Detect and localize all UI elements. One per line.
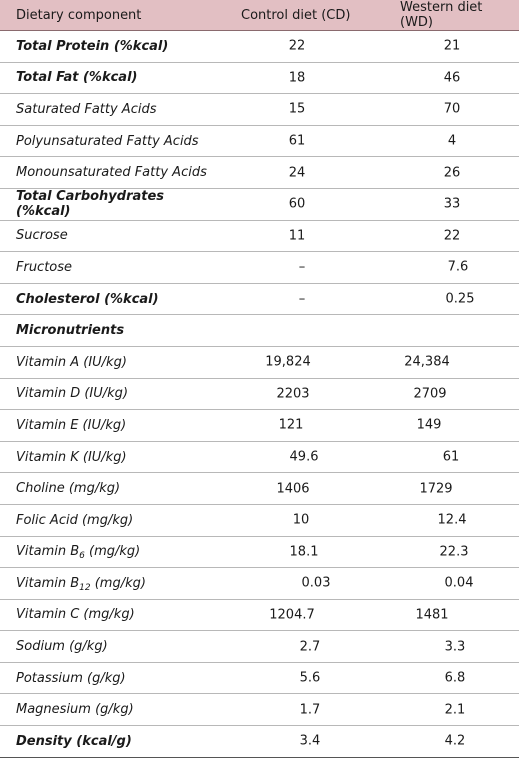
control-value-cell — [220, 346, 380, 378]
row-label-prefix: Vitamin B — [16, 575, 80, 591]
table-row — [0, 252, 519, 284]
row-label: Folic Acid (mg/kg) — [0, 504, 220, 536]
western-value: 70 — [443, 101, 461, 117]
western-value: 61 — [442, 449, 460, 465]
row-label-subscript: 12 — [79, 582, 91, 593]
row-label: Saturated Fatty Acids — [0, 94, 220, 126]
western-value-cell — [380, 599, 519, 631]
western-value-cell — [380, 94, 519, 126]
control-value: 11 — [288, 228, 306, 244]
control-value: 19,824 — [265, 354, 311, 370]
western-value-cell — [380, 315, 519, 347]
western-value-cell — [380, 378, 519, 410]
control-value-cell — [220, 188, 380, 220]
control-value-cell — [220, 125, 380, 157]
control-value-cell — [220, 252, 380, 284]
western-value-cell — [380, 504, 519, 536]
western-value-cell — [380, 62, 519, 94]
western-value-cell — [380, 694, 519, 726]
section-label-micronutrients: Micronutrients — [0, 315, 220, 347]
row-label: Vitamin C (mg/kg) — [0, 599, 220, 631]
western-value-cell — [380, 410, 519, 442]
table-row — [0, 631, 519, 663]
row-label: Cholesterol (%kcal) — [0, 283, 220, 315]
western-value-cell — [380, 662, 519, 694]
row-label: Polyunsaturated Fatty Acids — [0, 125, 220, 157]
western-value-cell — [380, 568, 519, 600]
control-value: 0.03 — [301, 575, 331, 591]
table-row — [0, 188, 519, 220]
table-row — [0, 473, 519, 505]
row-label: Sucrose — [0, 220, 220, 252]
control-value-cell — [220, 536, 380, 568]
control-value: 24 — [288, 165, 306, 181]
control-value-cell — [220, 94, 380, 126]
western-value: 2.1 — [444, 702, 466, 718]
western-value: 0.25 — [445, 291, 475, 307]
control-value-cell — [220, 157, 380, 189]
western-value: 46 — [443, 70, 461, 86]
control-value: 2.7 — [299, 639, 321, 655]
table-row — [0, 726, 519, 758]
western-value-cell — [380, 157, 519, 189]
header-dietary-component: Dietary component — [0, 0, 220, 31]
western-value: 149 — [416, 417, 442, 433]
control-value-cell — [220, 315, 380, 347]
table-row — [0, 504, 519, 536]
table-row — [0, 662, 519, 694]
control-value-cell — [220, 694, 380, 726]
western-value-cell — [380, 631, 519, 663]
control-value: 10 — [292, 512, 310, 528]
row-label: Vitamin E (IU/kg) — [0, 410, 220, 442]
western-value: 3.3 — [444, 639, 466, 655]
table-row — [0, 441, 519, 473]
control-value: 2203 — [276, 386, 310, 402]
control-value-cell — [220, 662, 380, 694]
western-value-cell — [380, 31, 519, 63]
control-value: 1.7 — [299, 702, 321, 718]
row-label: Total Protein (%kcal) — [0, 31, 220, 63]
western-value-cell — [380, 252, 519, 284]
control-value: 49.6 — [289, 449, 319, 465]
row-label: Magnesium (g/kg) — [0, 694, 220, 726]
table-row — [0, 378, 519, 410]
control-value: 5.6 — [299, 670, 321, 686]
row-label: Monounsaturated Fatty Acids — [0, 157, 220, 189]
western-value-cell — [380, 441, 519, 473]
row-label: Potassium (g/kg) — [0, 662, 220, 694]
row-label-subscript: 6 — [79, 551, 85, 562]
table-row — [0, 283, 519, 315]
row-label: Total Carbohydrates (%kcal) — [0, 188, 220, 220]
western-value-cell — [380, 346, 519, 378]
table-row — [0, 694, 519, 726]
header-control-diet: Control diet (CD) — [220, 0, 380, 31]
row-label-suffix: (mg/kg) — [84, 544, 141, 560]
western-value-cell — [380, 125, 519, 157]
control-value-cell — [220, 473, 380, 505]
row-label: Vitamin A (IU/kg) — [0, 346, 220, 378]
row-label: Sodium (g/kg) — [0, 631, 220, 663]
western-value: 1729 — [419, 481, 453, 497]
control-value: 18 — [288, 70, 306, 86]
table-row — [0, 125, 519, 157]
row-label: Choline (mg/kg) — [0, 473, 220, 505]
western-value-cell — [380, 726, 519, 758]
western-value: 21 — [443, 38, 461, 54]
control-value: 121 — [278, 417, 304, 433]
control-value-cell — [220, 62, 380, 94]
western-value: 2709 — [413, 386, 447, 402]
row-label-vitamin-b12 — [0, 568, 220, 600]
table-row — [0, 599, 519, 631]
table-row — [0, 220, 519, 252]
control-value: 1406 — [276, 481, 310, 497]
control-value: 3.4 — [299, 733, 321, 749]
table-row — [0, 536, 519, 568]
table-row — [0, 568, 519, 600]
row-label-vitamin-b6 — [0, 536, 220, 568]
table-row — [0, 315, 519, 347]
western-value-cell — [380, 283, 519, 315]
row-label-suffix: (mg/kg) — [90, 575, 146, 591]
control-value: 22 — [288, 38, 306, 54]
control-value-cell — [220, 378, 380, 410]
western-value: 24,384 — [404, 354, 450, 370]
row-label: Vitamin K (IU/kg) — [0, 441, 220, 473]
table-row — [0, 410, 519, 442]
western-value: 6.8 — [444, 670, 466, 686]
western-value-cell — [380, 188, 519, 220]
western-value: 1481 — [415, 607, 449, 623]
header-western-diet: Western diet (WD) — [380, 0, 519, 31]
row-label: Total Fat (%kcal) — [0, 62, 220, 94]
western-value: 22 — [443, 228, 461, 244]
table-body — [0, 31, 519, 758]
control-value-cell — [220, 220, 380, 252]
control-value: – — [298, 259, 306, 275]
control-value: 1204.7 — [269, 607, 315, 623]
western-value: 26 — [443, 165, 461, 181]
control-value-cell — [220, 631, 380, 663]
table-row — [0, 346, 519, 378]
control-value-cell — [220, 599, 380, 631]
row-label: Vitamin D (IU/kg) — [0, 378, 220, 410]
header-row — [0, 0, 519, 31]
western-value: 12.4 — [437, 512, 467, 528]
row-label: Density (kcal/g) — [0, 726, 220, 758]
control-value: 15 — [288, 101, 306, 117]
control-value: 61 — [288, 133, 306, 149]
western-value: 0.04 — [444, 575, 474, 591]
control-value-cell — [220, 410, 380, 442]
western-value: 7.6 — [447, 259, 469, 275]
western-value: 22.3 — [439, 544, 469, 560]
control-value: – — [298, 291, 306, 307]
table-row — [0, 31, 519, 63]
western-value-cell — [380, 473, 519, 505]
table-header — [0, 0, 519, 31]
western-value-cell — [380, 536, 519, 568]
control-value-cell — [220, 441, 380, 473]
western-value: 4.2 — [444, 733, 466, 749]
control-value-cell — [220, 504, 380, 536]
control-value: 18.1 — [289, 544, 319, 560]
table-row — [0, 62, 519, 94]
control-value-cell — [220, 568, 380, 600]
western-value-cell — [380, 220, 519, 252]
row-label-prefix: Vitamin B — [16, 544, 80, 560]
control-value: 60 — [288, 196, 306, 212]
control-value-cell — [220, 283, 380, 315]
table-row — [0, 94, 519, 126]
table-row — [0, 157, 519, 189]
control-value-cell — [220, 31, 380, 63]
row-label: Fructose — [0, 252, 220, 284]
western-value: 33 — [443, 196, 461, 212]
control-value-cell — [220, 726, 380, 758]
western-value: 4 — [447, 133, 457, 149]
